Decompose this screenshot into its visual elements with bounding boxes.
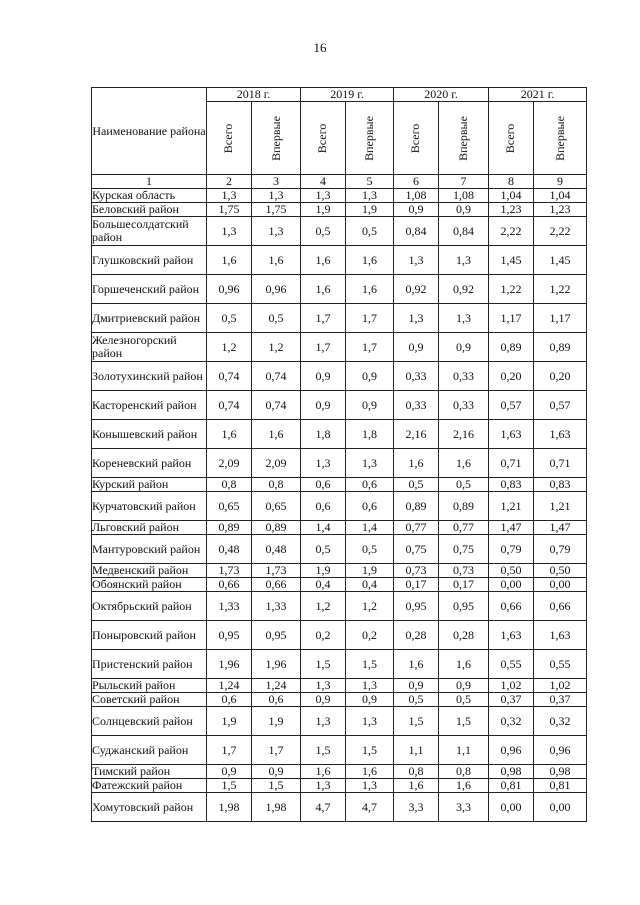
value-cell: 0,83	[534, 478, 587, 492]
value-cell: 1,22	[534, 275, 587, 304]
value-cell: 0,5	[346, 535, 394, 564]
value-cell: 0,50	[534, 564, 587, 578]
district-name: Мантуровский район	[92, 535, 207, 564]
value-cell: 0,00	[534, 793, 587, 822]
value-cell: 1,17	[534, 304, 587, 333]
value-cell: 1,63	[489, 420, 534, 449]
value-cell: 0,66	[534, 592, 587, 621]
value-cell: 1,2	[346, 592, 394, 621]
value-cell: 0,73	[439, 564, 489, 578]
table-row	[92, 420, 587, 449]
district-name: Горшеченский район	[92, 275, 207, 304]
value-cell: 0,2	[346, 621, 394, 650]
district-name: Беловский район	[92, 203, 207, 217]
value-cell: 1,9	[252, 707, 301, 736]
value-cell: 1,63	[534, 420, 587, 449]
value-cell: 0,89	[394, 492, 439, 521]
district-name: Касторенский район	[92, 391, 207, 420]
district-name: Железногорский район	[92, 333, 207, 362]
value-cell: 1,45	[534, 246, 587, 275]
value-cell: 0,28	[394, 621, 439, 650]
total-header: Всего	[489, 102, 534, 175]
value-cell: 0,9	[346, 362, 394, 391]
value-cell: 1,6	[252, 246, 301, 275]
value-cell: 0,96	[534, 736, 587, 765]
value-cell: 1,33	[252, 592, 301, 621]
value-cell: 0,37	[534, 693, 587, 707]
total-header: Всего	[394, 102, 439, 175]
value-cell: 0,37	[489, 693, 534, 707]
table-row	[92, 478, 587, 492]
value-cell: 2,16	[394, 420, 439, 449]
value-cell: 1,17	[489, 304, 534, 333]
value-cell: 0,00	[489, 578, 534, 592]
value-cell: 1,3	[439, 246, 489, 275]
value-cell: 1,1	[394, 736, 439, 765]
value-cell: 0,66	[489, 592, 534, 621]
value-cell: 1,08	[439, 189, 489, 203]
value-cell: 1,3	[301, 449, 346, 478]
value-cell: 0,96	[489, 736, 534, 765]
value-cell: 0,9	[301, 391, 346, 420]
value-cell: 0,6	[301, 478, 346, 492]
district-name: Медвенский район	[92, 564, 207, 578]
value-cell: 0,55	[534, 650, 587, 679]
value-cell: 0,95	[439, 592, 489, 621]
value-cell: 0,75	[439, 535, 489, 564]
value-cell: 1,6	[394, 650, 439, 679]
value-cell: 0,5	[439, 693, 489, 707]
table-row	[92, 592, 587, 621]
table-row	[92, 304, 587, 333]
value-cell: 0,79	[534, 535, 587, 564]
value-cell: 0,9	[394, 333, 439, 362]
table-row	[92, 621, 587, 650]
district-name: Обоянский район	[92, 578, 207, 592]
value-cell: 1,24	[207, 679, 252, 693]
value-cell: 1,8	[346, 420, 394, 449]
table-row	[92, 693, 587, 707]
district-name: Дмитриевский район	[92, 304, 207, 333]
value-cell: 1,6	[394, 449, 439, 478]
value-cell: 0,71	[489, 449, 534, 478]
district-name: Фатежский район	[92, 779, 207, 793]
value-cell: 1,3	[301, 189, 346, 203]
value-cell: 0,79	[489, 535, 534, 564]
value-cell: 2,09	[207, 449, 252, 478]
value-cell: 0,9	[301, 362, 346, 391]
value-cell: 0,92	[394, 275, 439, 304]
value-cell: 1,96	[252, 650, 301, 679]
value-cell: 1,3	[439, 304, 489, 333]
district-name: Октябрьский район	[92, 592, 207, 621]
value-cell: 1,8	[301, 420, 346, 449]
value-cell: 1,2	[207, 333, 252, 362]
value-cell: 1,6	[252, 420, 301, 449]
column-number: 5	[346, 175, 394, 189]
district-name: Кореневский район	[92, 449, 207, 478]
value-cell: 1,63	[534, 621, 587, 650]
value-cell: 0,8	[394, 765, 439, 779]
value-cell: 1,5	[301, 650, 346, 679]
value-cell: 2,16	[439, 420, 489, 449]
table-row	[92, 189, 587, 203]
value-cell: 0,33	[439, 362, 489, 391]
value-cell: 0,48	[207, 535, 252, 564]
column-number: 1	[92, 175, 207, 189]
value-cell: 0,48	[252, 535, 301, 564]
value-cell: 0,8	[252, 478, 301, 492]
value-cell: 1,5	[346, 736, 394, 765]
column-number: 4	[301, 175, 346, 189]
value-cell: 2,22	[489, 217, 534, 246]
value-cell: 0,98	[489, 765, 534, 779]
value-cell: 0,33	[394, 362, 439, 391]
value-cell: 0,17	[439, 578, 489, 592]
value-cell: 0,9	[301, 693, 346, 707]
first-time-header: Впервые	[346, 102, 394, 175]
value-cell: 1,6	[207, 420, 252, 449]
district-name: Солнцевский район	[92, 707, 207, 736]
value-cell: 1,6	[439, 449, 489, 478]
district-name: Глушковский район	[92, 246, 207, 275]
table-body	[92, 189, 587, 822]
value-cell: 0,95	[252, 621, 301, 650]
value-cell: 1,23	[489, 203, 534, 217]
value-cell: 1,24	[252, 679, 301, 693]
value-cell: 0,73	[394, 564, 439, 578]
value-cell: 1,45	[489, 246, 534, 275]
value-cell: 4,7	[301, 793, 346, 822]
value-cell: 0,89	[489, 333, 534, 362]
value-cell: 1,21	[534, 492, 587, 521]
value-cell: 0,57	[534, 391, 587, 420]
year-header: 2018 г.	[207, 88, 301, 102]
value-cell: 1,5	[252, 779, 301, 793]
district-name: Советский район	[92, 693, 207, 707]
value-cell: 1,3	[346, 779, 394, 793]
total-header: Всего	[301, 102, 346, 175]
table-row	[92, 736, 587, 765]
district-name: Курский район	[92, 478, 207, 492]
table-row	[92, 650, 587, 679]
value-cell: 0,98	[534, 765, 587, 779]
value-cell: 0,96	[252, 275, 301, 304]
value-cell: 1,5	[346, 650, 394, 679]
table-row	[92, 535, 587, 564]
value-cell: 1,02	[534, 679, 587, 693]
table-row	[92, 246, 587, 275]
first-time-header: Впервые	[439, 102, 489, 175]
value-cell: 0,28	[439, 621, 489, 650]
value-cell: 0,9	[439, 203, 489, 217]
value-cell: 1,21	[489, 492, 534, 521]
value-cell: 0,55	[489, 650, 534, 679]
value-cell: 0,00	[489, 793, 534, 822]
district-name: Золотухинский район	[92, 362, 207, 391]
value-cell: 0,65	[252, 492, 301, 521]
value-cell: 0,77	[394, 521, 439, 535]
value-cell: 0,74	[207, 391, 252, 420]
table-row	[92, 275, 587, 304]
district-name: Курская область	[92, 189, 207, 203]
value-cell: 0,6	[207, 693, 252, 707]
table-row	[92, 793, 587, 822]
value-cell: 1,6	[346, 275, 394, 304]
value-cell: 1,3	[346, 189, 394, 203]
value-cell: 0,5	[394, 693, 439, 707]
value-cell: 0,9	[346, 693, 394, 707]
table-row	[92, 765, 587, 779]
value-cell: 0,4	[301, 578, 346, 592]
district-name-header: Наименование района	[92, 88, 207, 175]
value-cell: 1,2	[252, 333, 301, 362]
value-cell: 0,89	[439, 492, 489, 521]
year-header: 2021 г.	[489, 88, 587, 102]
table-row	[92, 679, 587, 693]
column-number: 9	[534, 175, 587, 189]
year-header: 2020 г.	[394, 88, 489, 102]
value-cell: 1,7	[252, 736, 301, 765]
table-row	[92, 362, 587, 391]
value-cell: 0,71	[534, 449, 587, 478]
value-cell: 0,92	[439, 275, 489, 304]
value-cell: 0,83	[489, 478, 534, 492]
table-row	[92, 779, 587, 793]
value-cell: 0,5	[439, 478, 489, 492]
table-row	[92, 203, 587, 217]
value-cell: 1,5	[207, 779, 252, 793]
value-cell: 0,20	[489, 362, 534, 391]
statistics-table	[91, 87, 587, 822]
value-cell: 0,5	[207, 304, 252, 333]
value-cell: 1,02	[489, 679, 534, 693]
district-name: Тимский район	[92, 765, 207, 779]
district-name: Льговский район	[92, 521, 207, 535]
value-cell: 0,74	[252, 391, 301, 420]
district-name: Поныровский район	[92, 621, 207, 650]
value-cell: 1,08	[394, 189, 439, 203]
value-cell: 0,74	[207, 362, 252, 391]
value-cell: 0,81	[489, 779, 534, 793]
value-cell: 0,84	[394, 217, 439, 246]
value-cell: 0,2	[301, 621, 346, 650]
value-cell: 1,6	[346, 765, 394, 779]
district-name: Пристенский район	[92, 650, 207, 679]
value-cell: 0,5	[394, 478, 439, 492]
table-row	[92, 578, 587, 592]
column-number: 8	[489, 175, 534, 189]
value-cell: 0,33	[394, 391, 439, 420]
value-cell: 1,5	[439, 707, 489, 736]
value-cell: 1,7	[207, 736, 252, 765]
value-cell: 1,4	[346, 521, 394, 535]
value-cell: 0,75	[394, 535, 439, 564]
value-cell: 0,9	[439, 333, 489, 362]
value-cell: 1,3	[346, 449, 394, 478]
table-row	[92, 333, 587, 362]
first-time-header: Впервые	[534, 102, 587, 175]
value-cell: 1,2	[301, 592, 346, 621]
value-cell: 1,6	[394, 779, 439, 793]
value-cell: 1,5	[394, 707, 439, 736]
value-cell: 1,3	[301, 707, 346, 736]
value-cell: 1,63	[489, 621, 534, 650]
value-cell: 0,95	[394, 592, 439, 621]
value-cell: 0,6	[252, 693, 301, 707]
value-cell: 1,6	[301, 765, 346, 779]
district-name: Суджанский район	[92, 736, 207, 765]
value-cell: 1,6	[346, 246, 394, 275]
value-cell: 1,75	[207, 203, 252, 217]
district-name: Рыльский район	[92, 679, 207, 693]
value-cell: 1,3	[301, 779, 346, 793]
value-cell: 1,98	[252, 793, 301, 822]
value-cell: 0,9	[439, 679, 489, 693]
value-cell: 0,74	[252, 362, 301, 391]
value-cell: 1,3	[207, 189, 252, 203]
value-cell: 1,5	[301, 736, 346, 765]
value-cell: 1,3	[346, 679, 394, 693]
total-header: Всего	[207, 102, 252, 175]
column-number-row	[92, 175, 587, 189]
value-cell: 0,96	[207, 275, 252, 304]
value-cell: 0,84	[439, 217, 489, 246]
value-cell: 1,9	[301, 203, 346, 217]
value-cell: 4,7	[346, 793, 394, 822]
value-cell: 0,66	[252, 578, 301, 592]
first-time-header: Впервые	[252, 102, 301, 175]
value-cell: 0,5	[346, 217, 394, 246]
value-cell: 2,09	[252, 449, 301, 478]
value-cell: 1,9	[346, 564, 394, 578]
value-cell: 0,8	[207, 478, 252, 492]
value-cell: 1,3	[207, 217, 252, 246]
column-number: 2	[207, 175, 252, 189]
value-cell: 0,89	[252, 521, 301, 535]
value-cell: 0,9	[346, 391, 394, 420]
value-cell: 0,32	[489, 707, 534, 736]
value-cell: 1,47	[534, 521, 587, 535]
value-cell: 0,5	[301, 217, 346, 246]
value-cell: 0,6	[346, 478, 394, 492]
value-cell: 0,17	[394, 578, 439, 592]
value-cell: 1,04	[534, 189, 587, 203]
value-cell: 1,9	[301, 564, 346, 578]
value-cell: 0,32	[534, 707, 587, 736]
value-cell: 0,50	[489, 564, 534, 578]
column-number: 3	[252, 175, 301, 189]
value-cell: 1,6	[439, 650, 489, 679]
value-cell: 1,3	[394, 304, 439, 333]
value-cell: 1,6	[301, 246, 346, 275]
value-cell: 1,47	[489, 521, 534, 535]
column-number: 6	[394, 175, 439, 189]
value-cell: 1,98	[207, 793, 252, 822]
value-cell: 0,95	[207, 621, 252, 650]
value-cell: 1,6	[207, 246, 252, 275]
value-cell: 0,9	[252, 765, 301, 779]
district-name: Большесолдатский район	[92, 217, 207, 246]
value-cell: 1,75	[252, 203, 301, 217]
value-cell: 1,1	[439, 736, 489, 765]
value-cell: 1,23	[534, 203, 587, 217]
value-cell: 1,7	[346, 304, 394, 333]
value-cell: 1,6	[439, 779, 489, 793]
district-name: Курчатовский район	[92, 492, 207, 521]
value-cell: 0,57	[489, 391, 534, 420]
value-cell: 1,6	[301, 275, 346, 304]
value-cell: 0,89	[207, 521, 252, 535]
value-cell: 3,3	[394, 793, 439, 822]
value-cell: 0,6	[301, 492, 346, 521]
table-row	[92, 449, 587, 478]
value-cell: 0,66	[207, 578, 252, 592]
value-cell: 1,3	[346, 707, 394, 736]
value-cell: 0,5	[252, 304, 301, 333]
value-cell: 0,00	[534, 578, 587, 592]
value-cell: 1,73	[252, 564, 301, 578]
table-row	[92, 707, 587, 736]
value-cell: 0,77	[439, 521, 489, 535]
value-cell: 1,7	[346, 333, 394, 362]
value-cell: 0,6	[346, 492, 394, 521]
value-cell: 0,89	[534, 333, 587, 362]
table-row	[92, 492, 587, 521]
value-cell: 0,4	[346, 578, 394, 592]
value-cell: 1,7	[301, 304, 346, 333]
value-cell: 1,9	[207, 707, 252, 736]
value-cell: 1,22	[489, 275, 534, 304]
value-cell: 1,04	[489, 189, 534, 203]
value-cell: 1,96	[207, 650, 252, 679]
value-cell: 0,20	[534, 362, 587, 391]
value-cell: 0,81	[534, 779, 587, 793]
value-cell: 0,9	[394, 679, 439, 693]
value-cell: 1,73	[207, 564, 252, 578]
value-cell: 0,9	[394, 203, 439, 217]
table-row	[92, 564, 587, 578]
year-header: 2019 г.	[301, 88, 394, 102]
district-name: Хомутовский район	[92, 793, 207, 822]
value-cell: 0,65	[207, 492, 252, 521]
value-cell: 1,3	[394, 246, 439, 275]
column-number: 7	[439, 175, 489, 189]
value-cell: 3,3	[439, 793, 489, 822]
table-row	[92, 521, 587, 535]
value-cell: 1,7	[301, 333, 346, 362]
value-cell: 0,9	[207, 765, 252, 779]
value-cell: 1,3	[252, 217, 301, 246]
page-number: 16	[313, 40, 327, 55]
value-cell: 0,5	[301, 535, 346, 564]
value-cell: 0,8	[439, 765, 489, 779]
value-cell: 2,22	[534, 217, 587, 246]
table-row	[92, 217, 587, 246]
value-cell: 1,9	[346, 203, 394, 217]
value-cell: 1,4	[301, 521, 346, 535]
value-cell: 1,3	[252, 189, 301, 203]
value-cell: 1,3	[301, 679, 346, 693]
district-name: Конышевский район	[92, 420, 207, 449]
value-cell: 1,33	[207, 592, 252, 621]
table-row	[92, 391, 587, 420]
value-cell: 0,33	[439, 391, 489, 420]
